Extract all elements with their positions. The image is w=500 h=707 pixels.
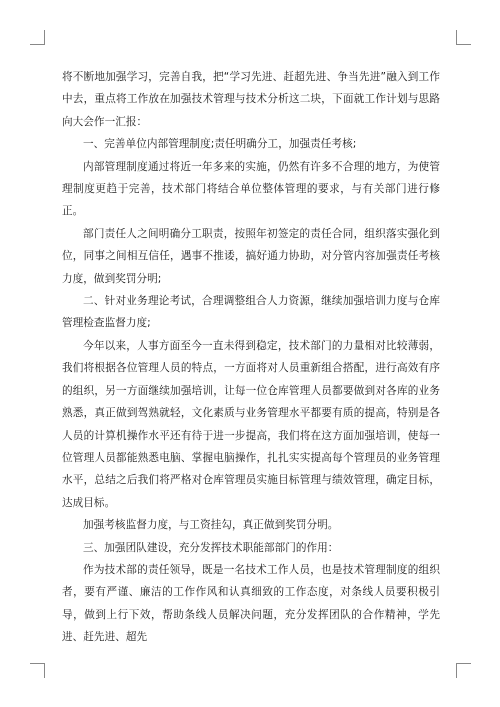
paragraph-section-2-b: 加强考核监督力度，与工资挂勾，真正做到奖罚分明。 — [83, 519, 339, 532]
paragraph-section-1-b: 部门责任人之间明确分工职责，按照年初签定的责任合同，组织落实强化到位，同事之间相互信任，遇事不推诿，搞好通力协助，对分管内容加强责任考核力度，做到奖罚分明; — [62, 227, 440, 285]
crop-mark-top-right — [456, 30, 471, 45]
paragraph-intro: 将不断地加强学习，完善自我，把“学习先进、赶超先进、争当先进”融入到工作中去，重点将工作放在加强技术管理与技术分析这二块，下面就工作计划与思路向大会作一汇报： — [62, 71, 440, 128]
heading-section-3: 三、加强团队建设，充分发挥技术职能部部门的作用： — [83, 541, 339, 554]
heading-section-2: 二、针对业务理论考试，合理调整组合人力资源，继续加强培训力度与仓库管理检查监督力度; — [62, 295, 440, 330]
crop-mark-bottom-left — [30, 663, 45, 678]
paragraph-section-2-a: 今年以来，人事方面至今一直未得到稳定，技术部门的力量相对比较薄弱，我们将根据各位管理人员的特点，一方面将对人员重新组合搭配，进行高效有序的组织，另一方面继续加强培训，让每一位仓库管理人员都要做到对各库的业务熟悉，真正做到驾熟就轻，文化素质与业务管理水平都要有质的提高，特别是各人员的计算机操作水平还有待于进一步提高，我们将在这方面加强培训，使每一位管理人员都能熟悉电脑、掌握电脑操作，扎扎实实提高每个管理员的业务管理水平，总结之后我们将严格对仓库管理员实施目标管理与绩效管理，确定目标，达成目标。 — [62, 339, 440, 509]
document-body — [62, 66, 440, 649]
paragraph-section-3-a: 作为技术部的责任领导，既是一名技术工作人员，也是技术管理制度的组织者，要有严谨、廉洁的工作作风和认真细致的工作态度，对条线人员要积极引导，做到上行下效，帮助条线人员解决问题，充分发挥团队的合作精神，学先进、赶先进、超先 — [62, 563, 440, 644]
crop-mark-top-left — [30, 30, 45, 45]
crop-mark-bottom-right — [456, 663, 471, 678]
heading-section-1: 一、完善单位内部管理制度;责任明确分工，加强责任考核; — [83, 138, 357, 151]
paragraph-section-1-a: 内部管理制度通过将近一年多来的实施，仍然有许多不合理的地方，为使管理制度更趋于完善，技术部门将结合单位整体管理的要求，与有关部门进行修正。 — [62, 160, 440, 218]
